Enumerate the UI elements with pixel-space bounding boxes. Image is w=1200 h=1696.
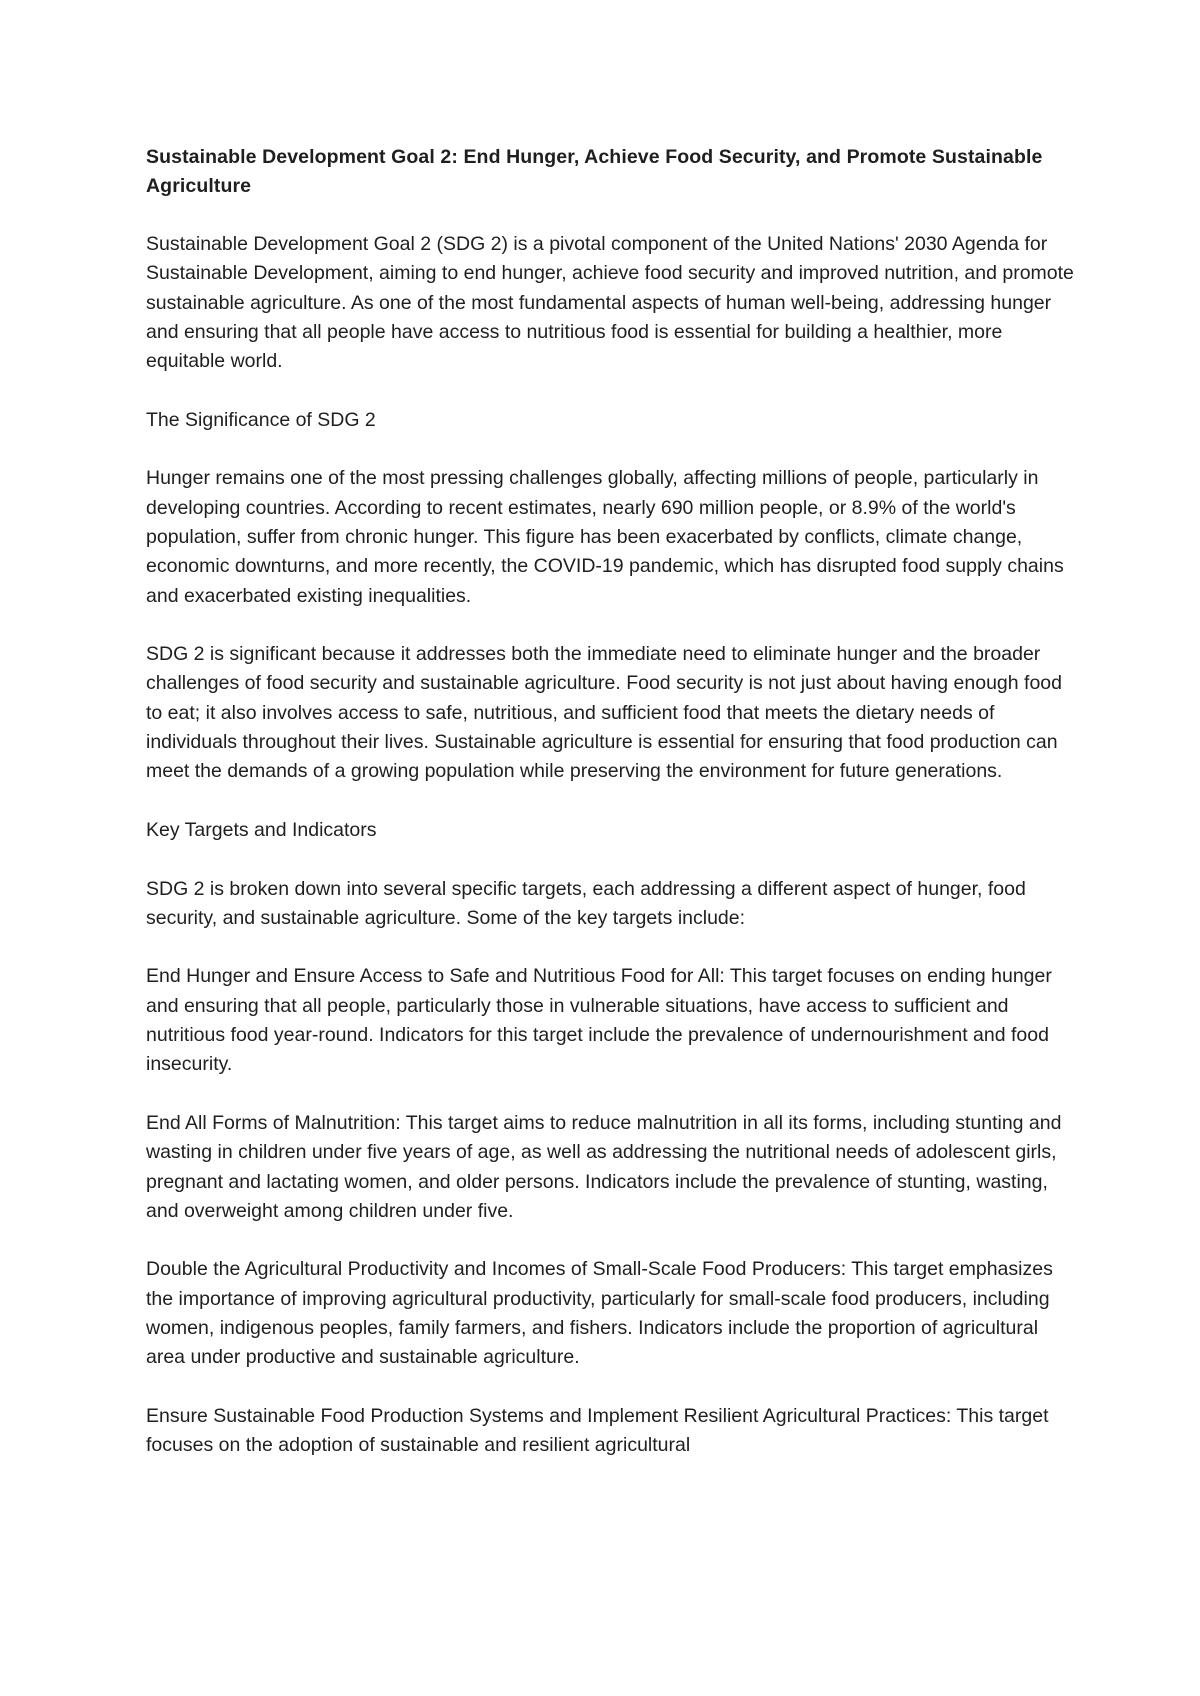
paragraph-targets-intro: SDG 2 is broken down into several specific targets, each addressing a different aspect of hunger, food security, and sustainable agriculture. Some of the key targets include: [146,877,1026,929]
paragraph-intro: Sustainable Development Goal 2 (SDG 2) is a pivotal component of the United Nations' 2030 Agenda for Sustainable Development, aiming to end hunger, achieve food security and improved nutrition, and promote sustainable agriculture. As one of the most fundamental aspects of human well-being, addressing hunger and ensuring that all people have access to nutritious food is essential for building a healthier, more equitable world. [146,233,1074,373]
paragraph-target-sustainable-production: Ensure Sustainable Food Production Systems and Implement Resilient Agricultural Practices: This target focuses on the adoption of sustainable and resilient agricultural [146,1404,1049,1457]
document-title: Sustainable Development Goal 2: End Hunger, Achieve Food Security, and Promote Sustainable Agriculture [146,146,1043,197]
section-heading-targets: Key Targets and Indicators [146,818,377,841]
paragraph-sdg2-significance: SDG 2 is significant because it addresses both the immediate need to eliminate hunger and the broader challenges of food security and sustainable agriculture. Food security is not just about having enough food to eat; it also involves access to safe, nutritious, and sufficient food that meets the dietary needs of individuals throughout their lives. Sustainable agriculture is essential for ensuring that food production can meet the demands of a growing population while preserving the environment for future generations. [146,643,1062,783]
paragraph-target-productivity: Double the Agricultural Productivity and Incomes of Small-Scale Food Producers: This target emphasizes the importance of improving agricultural productivity, particularly for small-scale food producers, including women, indigenous peoples, family farmers, and fishers. Indicators include the proportion of agricultural area under productive and sustainable agriculture. [146,1258,1053,1369]
section-heading-significance: The Significance of SDG 2 [146,408,376,431]
paragraph-target-end-hunger: End Hunger and Ensure Access to Safe and Nutritious Food for All: This target focuses on ending hunger and ensuring that all people, particularly those in vulnerable situations, have access to sufficient and nutritious food year-round. Indicators for this target include the prevalence of undernourishment and food insecurity. [146,965,1052,1076]
paragraph-target-malnutrition: End All Forms of Malnutrition: This target aims to reduce malnutrition in all its forms, including stunting and wasting in children under five years of age, as well as addressing the nutritional needs of adolescent girls, pregnant and lactating women, and older persons. Indicators include the prevalence of stunting, wasting, and overweight among children under five. [146,1111,1062,1222]
document-page [146,143,1076,1490]
paragraph-hunger: Hunger remains one of the most pressing challenges globally, affecting millions of people, particularly in developing countries. According to recent estimates, nearly 690 million people, or 8.9% of the world's population, suffer from chronic hunger. This figure has been exacerbated by conflicts, climate change, economic downturns, and more recently, the COVID-19 pandemic, which has disrupted food supply chains and exacerbated existing inequalities. [146,467,1064,607]
